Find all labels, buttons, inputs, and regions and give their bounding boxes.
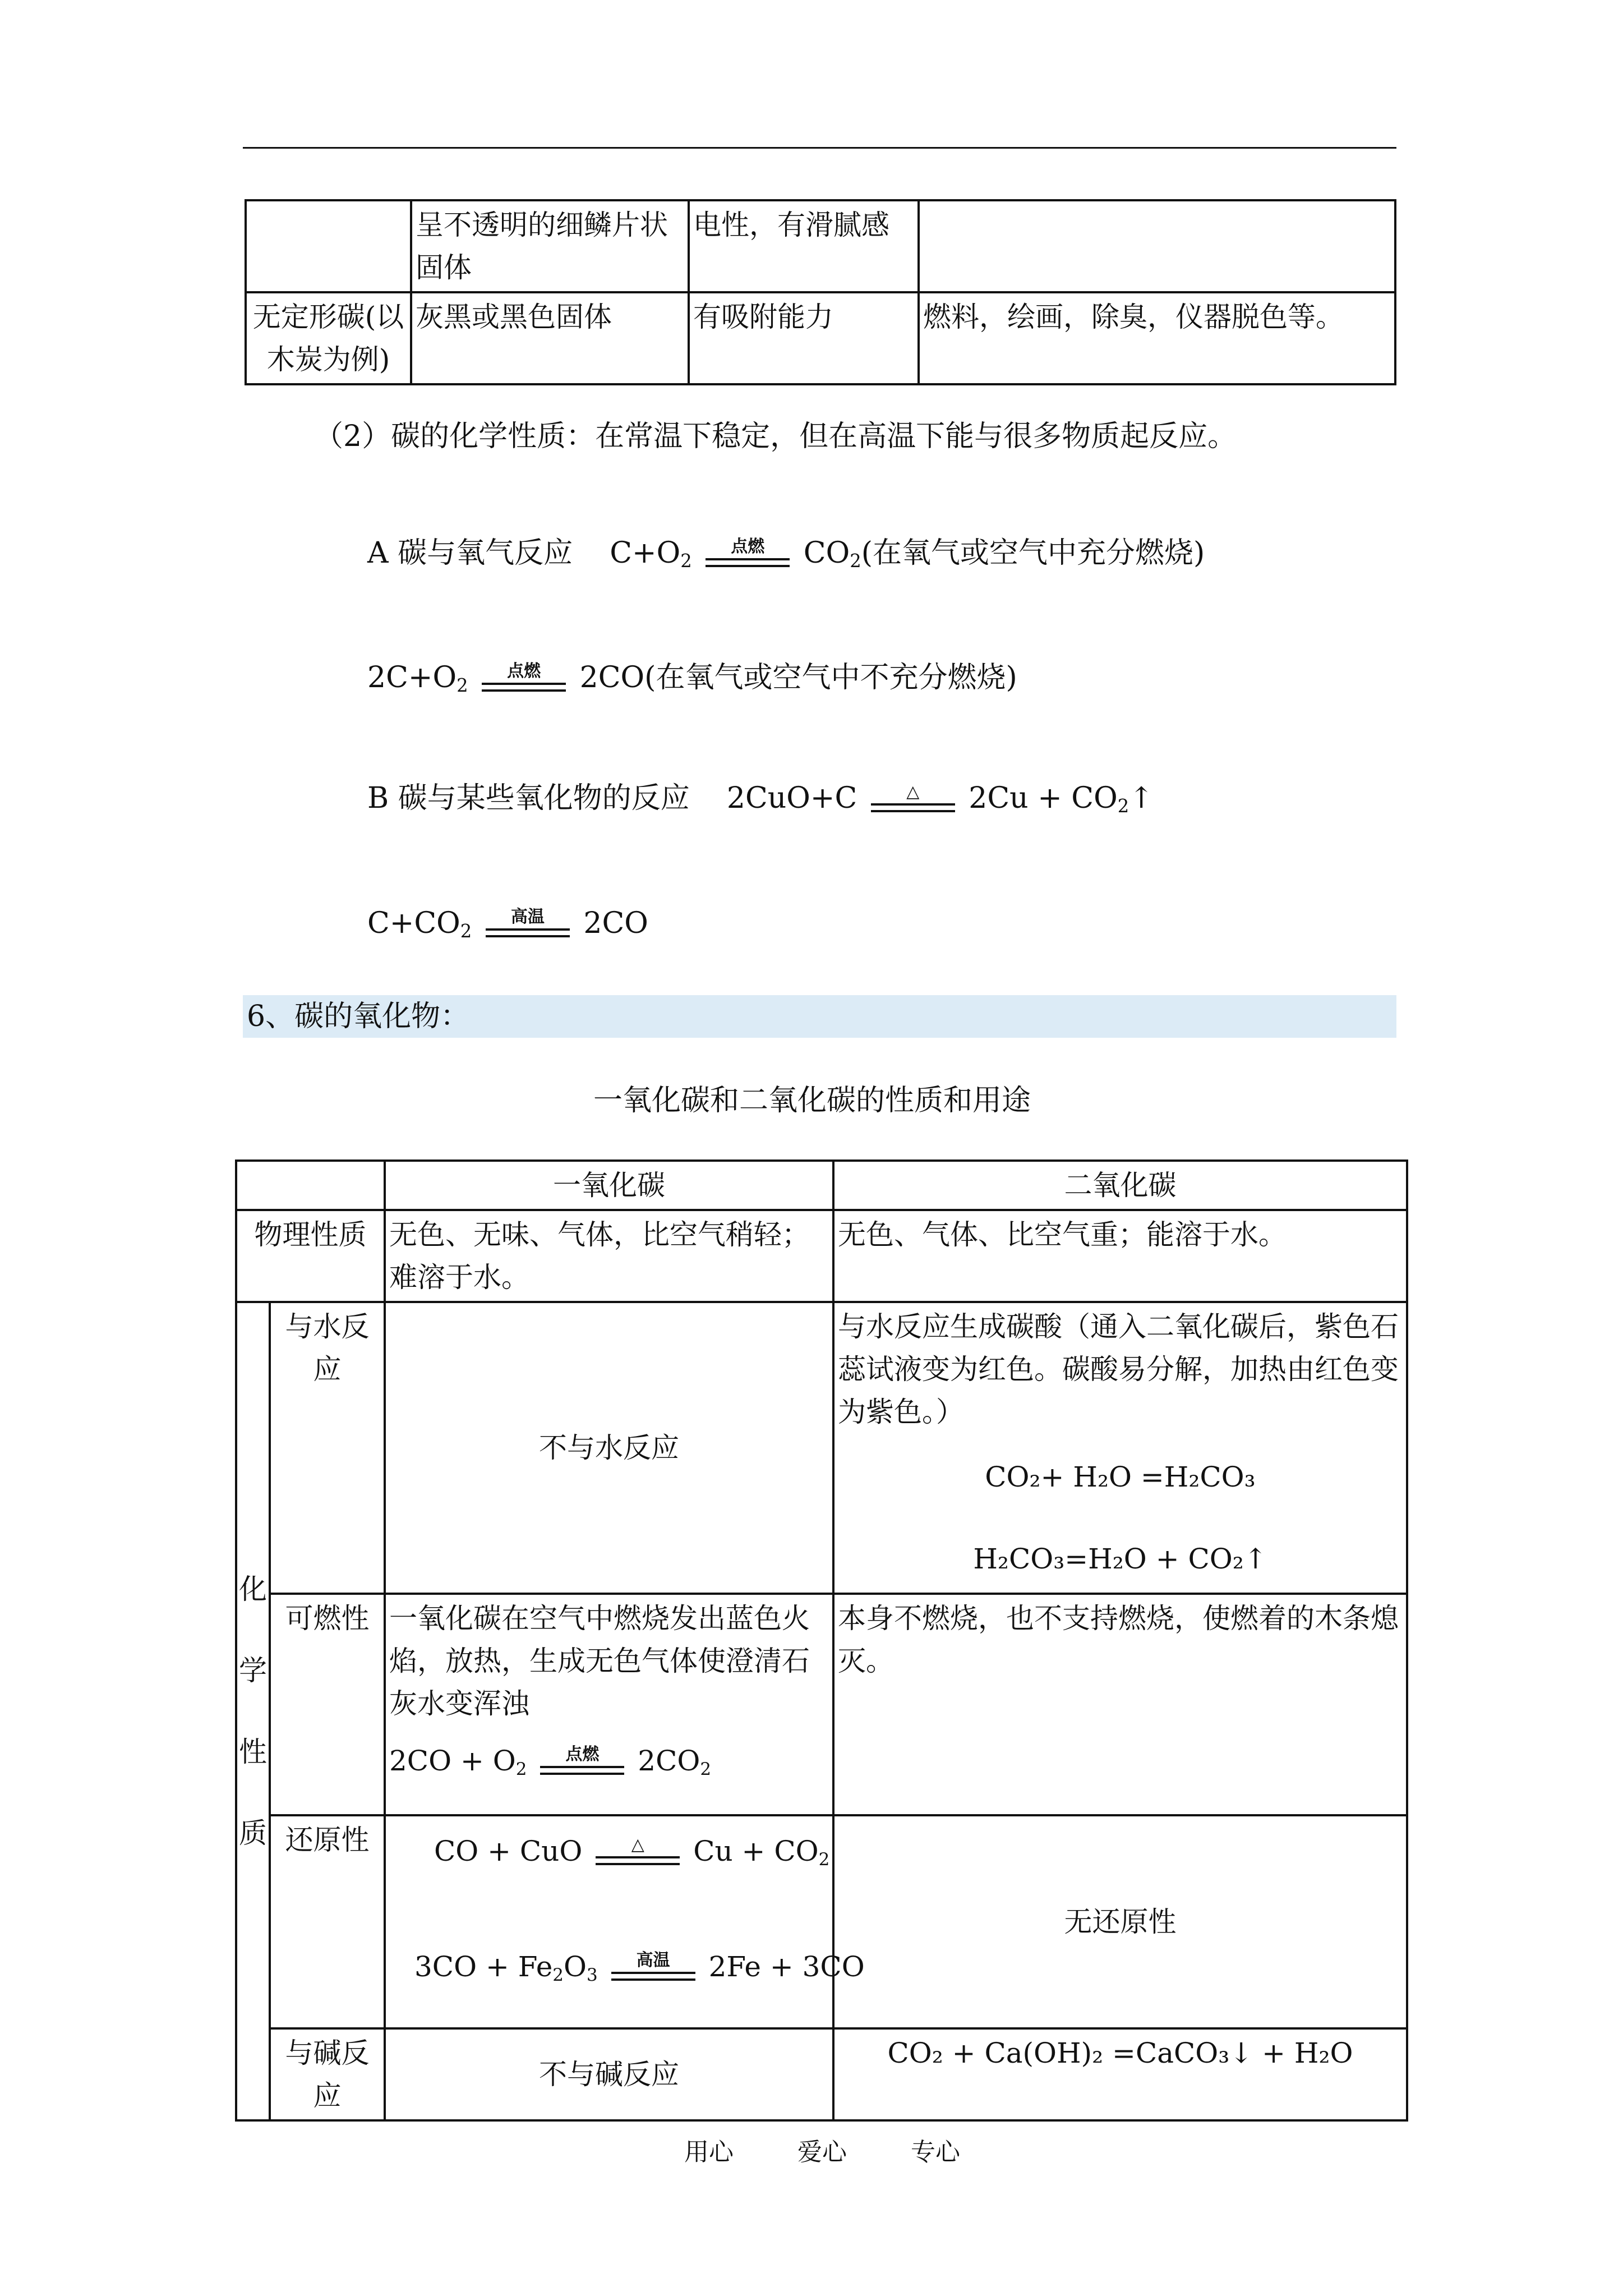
carbon-forms-table bbox=[245, 199, 1396, 385]
equation-a2: $2C+O_2$ 点燃 2CO(在氧气或空气中不充分燃烧) bbox=[367, 661, 1017, 697]
equation-a1: A 碳与氧气反应 $C+O_2$ 点燃 $CO_2$(在氧气或空气中充分燃烧) bbox=[367, 536, 1205, 572]
reduction-label: 还原性 bbox=[270, 1815, 385, 2028]
combustibility-co: 一氧化碳在空气中燃烧发出蓝色火焰，放热，生成无色气体使澄清石灰水变浑浊 $2CO + O_2$ 点燃 $2CO_2$ bbox=[385, 1594, 833, 1815]
header-rule bbox=[243, 147, 1396, 149]
header-co2: 二氧化碳 bbox=[833, 1161, 1407, 1210]
physical-co: 无色、无味、气体，比空气稍轻；难溶于水。 bbox=[385, 1210, 833, 1302]
table-row bbox=[236, 1302, 1407, 1594]
table-title: 一氧化碳和二氧化碳的性质和用途 bbox=[593, 1084, 1031, 1117]
amorphous-use: 燃料，绘画，除臭，仪器脱色等。 bbox=[919, 292, 1395, 384]
section2-heading: （2）碳的化学性质：在常温下稳定，但在高温下能与很多物质起反应。 bbox=[314, 420, 1237, 453]
alkali-co: 不与碱反应 bbox=[385, 2028, 833, 2120]
table-row bbox=[236, 1815, 1407, 2028]
table-row bbox=[246, 292, 1395, 384]
heat-condition: △ bbox=[871, 784, 955, 817]
amorphous-appearance: 灰黑或黑色固体 bbox=[411, 292, 689, 384]
high-temp-condition: 高温 bbox=[486, 909, 570, 942]
graphite-property: 电性，有滑腻感 bbox=[689, 200, 919, 292]
table-row bbox=[236, 1210, 1407, 1302]
graphite-appearance: 呈不透明的细鳞片状固体 bbox=[411, 200, 689, 292]
reduction-co2: 无还原性 bbox=[833, 1815, 1407, 2028]
header-co: 一氧化碳 bbox=[385, 1161, 833, 1210]
physical-co2: 无色、气体、比空气重；能溶于水。 bbox=[833, 1210, 1407, 1302]
graphite-use bbox=[919, 200, 1395, 292]
ignite-condition: 点燃 bbox=[482, 663, 566, 697]
amorphous-property: 有吸附能力 bbox=[689, 292, 919, 384]
water-label: 与水反应 bbox=[270, 1302, 385, 1594]
cell-empty bbox=[236, 1161, 385, 1210]
ignite-condition: 点燃 bbox=[540, 1746, 624, 1780]
water-co: 不与水反应 bbox=[385, 1302, 833, 1594]
combustibility-label: 可燃性 bbox=[270, 1594, 385, 1815]
alkali-label: 与碱反应 bbox=[270, 2028, 385, 2120]
chem-props-label: 化 学 性 质 bbox=[236, 1302, 270, 2120]
cell-empty bbox=[246, 200, 411, 292]
footer: 用心 爱心 专心 bbox=[684, 2138, 960, 2166]
combustibility-co2: 本身不燃烧，也不支持燃烧，使燃着的木条熄灭。 bbox=[833, 1594, 1407, 1815]
heat-condition: △ bbox=[596, 1837, 680, 1870]
water-co2: 与水反应生成碳酸（通入二氧化碳后，紫色石蕊试液变为红色。碳酸易分解，加热由红色变为紫色。） CO₂+ H₂O =H₂CO₃ H₂CO₃=H₂O + CO₂↑ bbox=[833, 1302, 1407, 1594]
alkali-co2: CO₂ + Ca(OH)₂ =CaCO₃↓ + H₂O bbox=[833, 2028, 1407, 2120]
equation-b2: $C+CO_2$ 高温 2CO bbox=[367, 907, 648, 942]
table-row bbox=[246, 200, 1395, 292]
equation-b1: B 碳与某些氧化物的反应 2CuO+C △ $2Cu + CO_2↑$ bbox=[367, 781, 1154, 817]
reduction-co: CO + CuO △ $Cu + CO_2$ $3CO + Fe_2O_3$ 高温 2Fe + 3CO bbox=[385, 1815, 833, 2028]
amorphous-carbon-label: 无定形碳(以木炭为例) bbox=[246, 292, 411, 384]
table-header-row bbox=[236, 1161, 1407, 1210]
high-temp-condition: 高温 bbox=[611, 1952, 695, 1986]
section6-heading: 6、碳的氧化物： bbox=[247, 1000, 470, 1033]
carbon-oxides-table bbox=[235, 1159, 1408, 2122]
ignite-condition: 点燃 bbox=[706, 539, 790, 572]
table-row bbox=[236, 1594, 1407, 1815]
table-row bbox=[236, 2028, 1407, 2120]
physical-label: 物理性质 bbox=[236, 1210, 385, 1302]
